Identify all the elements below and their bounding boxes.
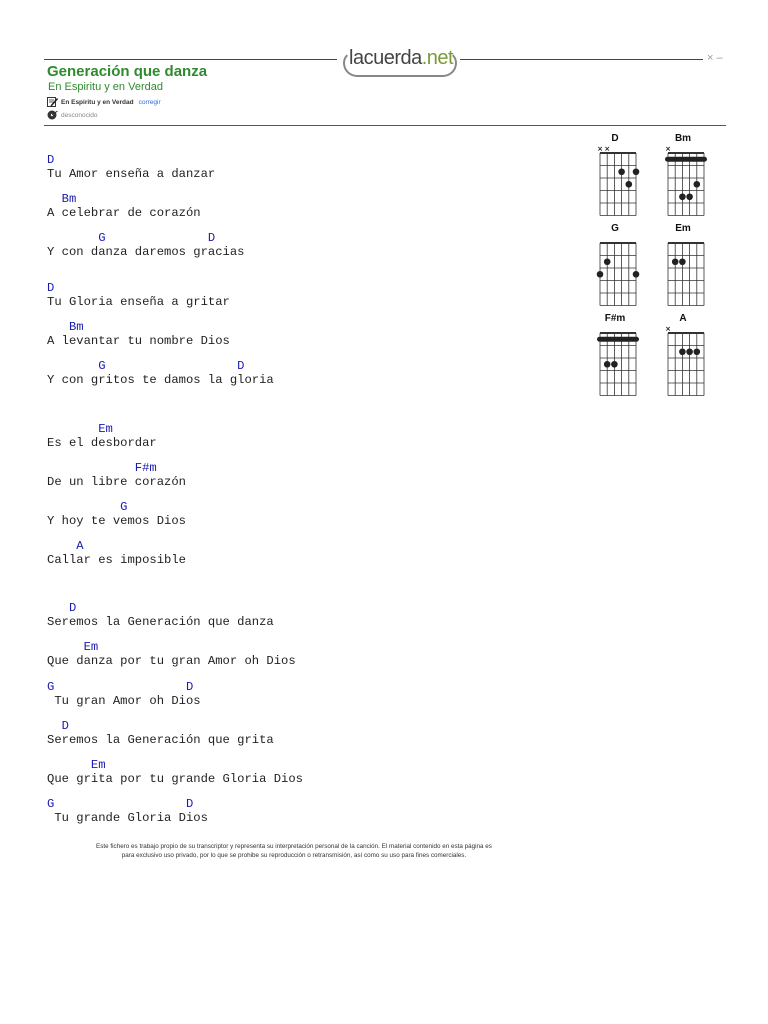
header-line-left <box>44 59 337 60</box>
logo-ring-decoration <box>343 51 457 77</box>
disc-icon <box>47 110 58 120</box>
logo-main-text: lacuerda <box>349 47 422 69</box>
fretboard-grid <box>592 321 644 397</box>
chord-diagram-name: Em <box>675 223 691 234</box>
fretboard-grid <box>660 321 712 397</box>
lyric-line: Que danza por tu gran Amor oh Dios <box>47 654 296 668</box>
lyric-line: Tu Gloria enseña a gritar <box>47 295 230 309</box>
chord-line[interactable]: A <box>47 539 84 553</box>
finger-dot <box>679 193 686 200</box>
chord-line[interactable]: G D <box>47 797 194 811</box>
finger-dot <box>679 348 686 355</box>
chord-line[interactable]: D <box>47 153 55 167</box>
chord-line[interactable]: G D <box>47 359 245 373</box>
lyric-line: De un libre corazón <box>47 475 186 489</box>
chord-line[interactable]: Em <box>47 422 113 436</box>
finger-dot <box>633 271 640 278</box>
fretboard-grid <box>660 141 712 217</box>
lyric-line: Callar es imposible <box>47 553 186 567</box>
chord-line[interactable]: D <box>47 601 77 615</box>
song-title: Generación que danza <box>47 63 208 80</box>
chord-diagram-name: D <box>611 133 619 144</box>
muted-string-mark: × <box>665 145 671 153</box>
chord-diagram-name: F#m <box>604 313 626 324</box>
finger-dot <box>604 361 611 368</box>
chord-line[interactable]: G <box>47 500 128 514</box>
chord-line[interactable]: Em <box>47 640 99 654</box>
edit-link[interactable]: corregir <box>138 98 161 106</box>
finger-dot <box>604 258 611 265</box>
lyric-line: Seremos la Generación que grita <box>47 733 274 747</box>
barre-bar <box>665 157 707 162</box>
finger-dot <box>686 348 693 355</box>
fretboard-grid <box>592 231 644 307</box>
chord-diagram-name: Bm <box>674 133 692 144</box>
chord-line[interactable]: Em <box>47 758 106 772</box>
lyric-line: Tu grande Gloria Dios <box>47 811 208 825</box>
finger-dot <box>626 181 633 188</box>
finger-dot <box>694 181 701 188</box>
lyric-line: Seremos la Generación que danza <box>47 615 274 629</box>
chord-diagram-name: G <box>611 223 619 234</box>
finger-dot <box>694 348 701 355</box>
composer-row <box>47 110 98 120</box>
album-edit-icon <box>47 97 58 107</box>
lyric-line: Tu gran Amor oh Dios <box>47 694 201 708</box>
logo-tld-text: .net <box>421 47 454 69</box>
composer-name: desconocido <box>61 111 98 119</box>
finger-dot <box>618 168 625 175</box>
muted-string-mark: × <box>665 325 671 333</box>
muted-string-mark: × <box>597 145 603 153</box>
copyright-line-1: Este fichero es trabajo propio de su transcriptor y representa su interpretación personal de la canción. El material contenido en esta página es <box>96 843 492 850</box>
chord-diagram-name: A <box>679 313 687 324</box>
lyric-line: Que grita por tu grande Gloria Dios <box>47 772 303 786</box>
chord-line[interactable]: G D <box>47 231 216 245</box>
finger-dot <box>686 193 693 200</box>
chord-line[interactable]: D <box>47 719 69 733</box>
barre-bar <box>597 337 639 342</box>
header-separator <box>44 125 726 126</box>
finger-dot <box>679 258 686 265</box>
finger-dot <box>672 258 679 265</box>
lyric-line: Y con gritos te damos la gloria <box>47 373 274 387</box>
copyright-line-2: para exclusivo uso privado, por lo que se prohibe su reproducción o retransmisión, así como su uso para fines comerciales. <box>121 852 467 859</box>
site-logo[interactable] <box>345 47 457 70</box>
finger-dot <box>597 271 604 278</box>
chord-line[interactable]: F#m <box>47 461 157 475</box>
finger-dot <box>611 361 618 368</box>
chord-line[interactable]: Bm <box>47 320 84 334</box>
album-row <box>47 97 161 107</box>
lyric-line: Tu Amor enseña a danzar <box>47 167 216 181</box>
lyric-line: A celebrar de corazón <box>47 206 201 220</box>
chord-line[interactable]: G D <box>47 680 194 694</box>
muted-string-mark: × <box>604 145 611 153</box>
fretboard-grid <box>592 141 644 217</box>
lyric-line: A levantar tu nombre Dios <box>47 334 230 348</box>
fretboard-grid <box>660 231 712 307</box>
album-name[interactable]: En Espiritu y en Verdad <box>61 98 134 106</box>
lyric-line: Y hoy te vemos Dios <box>47 514 186 528</box>
chord-line[interactable]: Bm <box>47 192 77 206</box>
lyric-line: Es el desbordar <box>47 436 157 450</box>
lyric-line: Y con danza daremos gracias <box>47 245 245 259</box>
finger-dot <box>633 168 640 175</box>
copyright-notice <box>54 842 534 860</box>
chord-line[interactable]: D <box>47 281 55 295</box>
header-line-right <box>460 59 703 60</box>
artist-heading[interactable]: En Espiritu y en Verdad <box>48 81 163 93</box>
window-controls[interactable]: × – <box>707 52 723 64</box>
